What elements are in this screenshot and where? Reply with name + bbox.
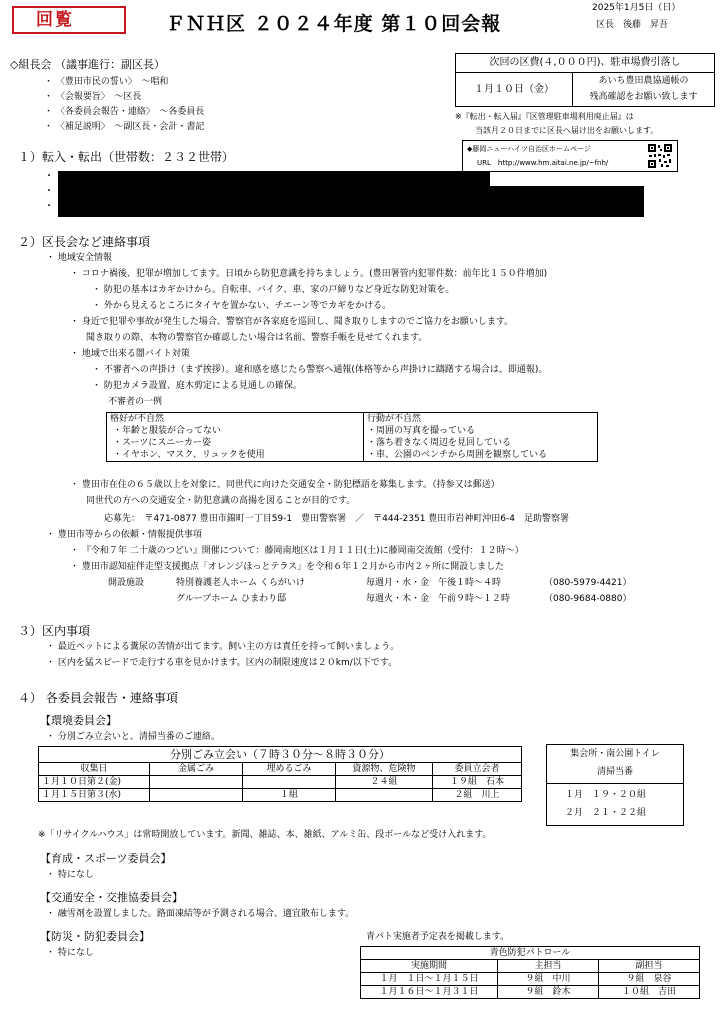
table-cell: ９組 中川: [498, 973, 599, 986]
page-title: ＦＮＨ区 ２０２４年度 第１０回会報: [166, 13, 502, 35]
suspicious-example: 不審者の一例: [108, 397, 163, 407]
patrol-intro: 青パト実施者予定表を掲載します。: [366, 932, 510, 942]
cleaning-duty-box: [546, 744, 684, 826]
fee-note-1: あいち豊田農協通帳の: [598, 76, 689, 86]
traffic-committee-title: 【交通安全・交推協委員会】: [40, 891, 183, 904]
table-cell: １月１５日第３(水): [39, 789, 150, 802]
orange-item: ・ 豊田市認知症伴走型支援拠点「オレンジほっとテラス」を令和６年１２月から市内２ヶ所に開設しました: [70, 562, 505, 572]
yami-item: ・ 不審者への声掛け（まず挨拶）。違和感を感じたら警察へ通報(体格等から声掛けに躊躇する場合は、即通報)。: [92, 365, 548, 375]
list-item: ・: [44, 171, 54, 182]
homepage-title: ◆藤岡ニューハイツ自治区ホームページ: [467, 145, 591, 153]
cleaning-title: 集会所・南公園トイレ: [570, 749, 660, 759]
table-header: 行動が不自然: [364, 413, 598, 426]
facility-name: グループホーム ひまわり邸: [176, 594, 287, 604]
table-header: 格好が不自然: [107, 413, 364, 426]
yami-item: ・ 防犯カメラ設置、庭木剪定による見通しの確保。: [92, 381, 302, 391]
table-header: 委員立会者: [433, 763, 522, 776]
table-header: 金属ごみ: [150, 763, 243, 776]
cleaning-row: ２月 ２１・２２組: [565, 808, 647, 818]
fee-title: 次回の区費(４,０００円)、駐車場費引落し: [456, 54, 714, 73]
yami-title: ・ 地域で出来る闇バイト対策: [70, 349, 190, 359]
crime-committee-title: 【防災・防犯委員会】: [40, 930, 150, 943]
facility-name: 特別養護老人ホーム くらがいけ: [176, 578, 305, 588]
table-cell: １月１６日～１月３１日: [361, 986, 498, 999]
env-committee-title: 【環境委員会】: [40, 714, 117, 727]
garbage-table-title: 分別ごみ立会い（７時３０分～８時３０分）: [39, 747, 522, 763]
table-cell: ・スーツにスニーカー姿: [107, 437, 364, 449]
safety-title: ・ 地域安全情報: [46, 253, 112, 263]
recycle-note: ※「リサイクルハウス」は常時開放しています。新聞、雑誌、本、雑紙、アルミ缶、段ボールなど受け入れます。: [38, 830, 492, 840]
garbage-table: [38, 746, 522, 802]
issue-date: 2025年1月5日（日）: [592, 3, 681, 13]
facility-schedule: 毎週月・水・金 午後１時～４時: [366, 578, 502, 588]
table-cell: ９組 鈴木: [498, 986, 599, 999]
facility-label: 開設施設: [108, 578, 145, 588]
table-cell: ・年齢と服装が合ってない: [107, 425, 364, 437]
corona-item: ・ コロナ禍後、犯罪が増加してます。日頃から防犯意識を持ちましょう。(豊田署管内犯罪件数：前年比１５０件増加): [70, 269, 548, 279]
meeting-heading: ◇組長会 （議事進行：副区長）: [10, 58, 165, 71]
table-cell: ９組 泉谷: [599, 973, 700, 986]
patrol-table: [360, 946, 700, 999]
police-visit-2: 聞き取りの際、本物の警察官か確認したい場合は名前、警察手帳を見せてくれます。: [86, 333, 428, 343]
facility-schedule: 毎週火・木・金 午前９時～１２時: [366, 594, 511, 604]
homepage-url[interactable]: URL http://www.hm.aitai.ne.jp/~fnh/: [477, 159, 609, 167]
agenda-item: ・ 〈豊田市民の誓い〉 ～唱和: [44, 77, 169, 87]
crime-item: ・ 特になし: [46, 948, 94, 958]
fee-note-2: 残高確認をお願い致します: [589, 92, 698, 102]
table-cell: １組: [243, 789, 336, 802]
table-cell: ・イヤホン、マスク、リュックを使用: [107, 449, 364, 462]
transfer-list: [44, 170, 54, 215]
env-item: ・ 分別ごみ立会いと、清掃当番のご連絡。: [46, 732, 220, 742]
section1-heading: １）転入・転出（世帯数：２３２世帯）: [18, 150, 235, 164]
table-cell: ・落ち着きなく周辺を見回している: [364, 437, 598, 449]
facility-tel: （080-9684-0880）: [544, 594, 632, 604]
meeting-agenda: [44, 76, 204, 136]
application-address: 応募先： 〒471-0877 豊田市錦町一丁目59-1 豊田警察署 ／ 〒444-2351 豊田市岩神町沖田6-4 足助警察署: [104, 514, 570, 524]
crime-tip: ・ 防犯の基本はカギかけから。自転車、バイク、車、家の戸締りなど身近な防犯対策を。: [92, 285, 455, 295]
table-cell: １０組 吉田: [599, 986, 700, 999]
district-item: ・ 最近ペットによる糞尿の苦情が出てます。飼い主の方は責任を持って飼いましょう。: [46, 642, 400, 652]
table-row: [39, 789, 522, 802]
cleaning-row: １月 １９・２０組: [565, 790, 647, 800]
qr-code-icon: [647, 143, 673, 169]
city-title: ・ 豊田市等からの依頼・情報提供事項: [46, 530, 202, 540]
police-visit: ・ 身近で犯罪や事故が発生した場合、警察官が各家庭を巡回し、聞き取りしますのでご協力をお願いします。: [70, 317, 514, 327]
elderly-purpose: 同世代の方への交通安全・防犯意識の高揚を図ることが目的です。: [86, 496, 356, 506]
table-cell: [336, 789, 433, 802]
elderly-slogan: ・ 豊田市在住の６５歳以上を対象に、同世代に向けた交通安全・防犯標語を募集します。（持参又は郵送）: [70, 480, 500, 490]
transfer-note-2: 当該月２０日までに区長へ届け出をお願いします。: [475, 126, 659, 135]
list-item: ・: [44, 201, 54, 212]
youth-committee-title: 【育成・スポーツ委員会】: [40, 852, 172, 865]
table-header: 副担当: [599, 960, 700, 973]
district-item: ・ 区内を猛スピードで走行する車を見かけます。区内の制限速度は２０km/以下です。: [46, 658, 398, 668]
youth-item: ・ 特になし: [46, 870, 94, 880]
table-cell: [150, 776, 243, 789]
table-cell: ・周囲の写真を撮っている: [364, 425, 598, 437]
agenda-item: ・ 〈各委員会報告・連絡〉 ～各委員長: [44, 107, 205, 117]
table-cell: １月 １日～１月１５日: [361, 973, 498, 986]
table-header: 収集日: [39, 763, 150, 776]
fee-date: １月１０日（金）: [456, 73, 573, 106]
cleaning-subtitle: 清掃当番: [596, 767, 633, 777]
transfer-note-1: ※『転出・転入届』『区管理駐車場利用廃止届』は: [455, 112, 634, 121]
crime-tip: ・ 外から見えるところにタイヤを置かない、チエーン等でカギをかける。: [92, 301, 392, 311]
hatachi-item: ・ 『令和７年 二十歳のつどい』開催について：藤岡南地区は１月１１日(土)に藤岡南交流館（受付：１２時～）: [70, 546, 524, 556]
patrol-table-title: 青色防犯パトロール: [361, 947, 700, 960]
suspicious-table: [106, 412, 598, 462]
section4-heading: ４） 各委員会報告・連絡事項: [18, 691, 178, 705]
table-cell: ・車、公園のベンチから周囲を観察している: [364, 449, 598, 462]
table-cell: ２４組: [336, 776, 433, 789]
table-row: [39, 776, 522, 789]
redaction-block: [58, 186, 644, 217]
traffic-item: ・ 融雪剤を設置しました。路面凍結等が予測される場合、適宜散布します。: [46, 909, 355, 919]
signer: 区長 後藤 昇吾: [596, 20, 669, 30]
homepage-box: [462, 140, 678, 172]
table-header: 実施期間: [361, 960, 498, 973]
fee-box: [455, 53, 715, 107]
table-header: 資源物、危険物: [336, 763, 433, 776]
table-cell: ２組 川上: [433, 789, 522, 802]
table-row: [361, 973, 700, 986]
redaction-block: [58, 171, 490, 186]
table-header: 主担当: [498, 960, 599, 973]
circulation-stamp: 回覧: [12, 6, 126, 34]
agenda-item: ・ 〈会報要旨〉 ～区長: [44, 92, 142, 102]
table-cell: １９組 石本: [433, 776, 522, 789]
table-row: [361, 986, 700, 999]
agenda-item: ・ 〈補足説明〉 ～副区長・会計・書記: [44, 122, 205, 132]
list-item: ・: [44, 186, 54, 197]
facility-tel: （080-5979-4421）: [544, 578, 632, 588]
table-cell: [243, 776, 336, 789]
table-cell: [150, 789, 243, 802]
section3-heading: ３）区内事項: [18, 624, 91, 638]
section2-heading: ２）区長会など連絡事項: [18, 235, 151, 249]
table-cell: １月１０日第２(金): [39, 776, 150, 789]
table-header: 埋めるごみ: [243, 763, 336, 776]
